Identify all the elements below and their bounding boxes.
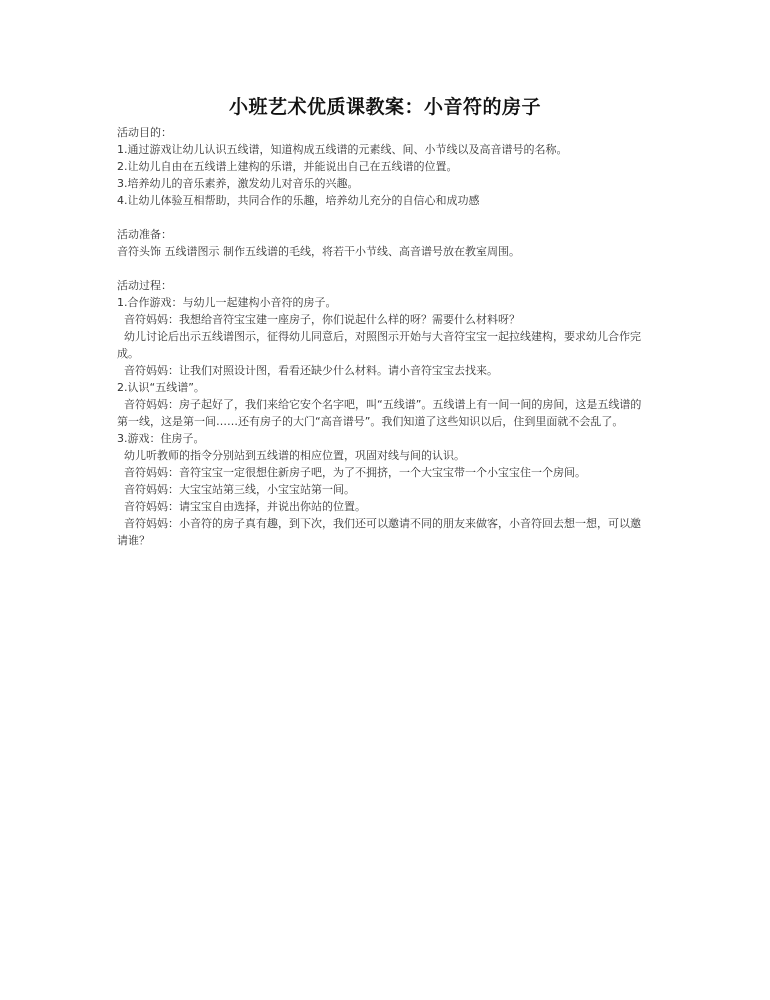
process-step-title: 3.游戏：住房子。 [117,432,205,445]
process-paragraph: 音符妈妈：房子起好了，我们来给它安个名字吧，叫“五线谱”。五线谱上有一间一间的房间，这是五线谱的第一线，这是第一间……还有房子的大门“高音谱号”。我们知道了这些知识以后，住到里面就不会乱了。 [117,398,642,428]
goal-item: 3.培养幼儿的音乐素养，激发幼儿对音乐的兴趣。 [117,177,359,190]
goal-item: 4.让幼儿体验互相帮助，共同合作的乐趣，培养幼儿充分的自信心和成功感 [117,194,480,207]
process-step-title: 2.认识“五线谱”。 [117,381,205,394]
process-paragraph: 幼儿听教师的指令分别站到五线谱的相应位置，巩固对线与间的认识。 [124,449,465,462]
preparation-text: 音符头饰 五线谱图示 制作五线谱的毛线，将若干小节线、高音谱号放在教室周围。 [117,245,520,258]
section-gap [117,209,647,226]
document-title: 小班艺术优质课教案：小音符的房子 [228,96,541,118]
process-heading: 活动过程： [117,279,172,292]
goal-item: 1.通过游戏让幼儿认识五线谱，知道构成五线谱的元素线、间、小节线以及高音谱号的名称。 [117,143,568,156]
goal-item: 2.让幼儿自由在五线谱上建构的乐谱，并能说出自己在五线谱的位置。 [117,160,458,173]
process-paragraph: 音符妈妈：小音符的房子真有趣，到下次，我们还可以邀请不同的朋友来做客，小音符回去想一想，可以邀请谁？ [117,517,641,547]
process-paragraph: 音符妈妈：请宝宝自由选择，并说出你站的位置。 [124,500,366,513]
process-paragraph: 音符妈妈：大宝宝站第三线，小宝宝站第一间。 [124,483,355,496]
document-body [117,124,647,549]
process-paragraph: 音符妈妈：让我们对照设计图，看看还缺少什么材料。请小音符宝宝去找来。 [124,364,498,377]
preparation-heading: 活动准备： [117,228,172,241]
goals-heading: 活动目的： [117,126,172,139]
process-paragraph: 音符妈妈：音符宝宝一定很想住新房子吧，为了不拥挤，一个大宝宝带一个小宝宝住一个房间。 [124,466,586,479]
process-paragraph: 幼儿讨论后出示五线谱图示，征得幼儿同意后，对照图示开始与大音符宝宝一起拉线建构，要求幼儿合作完成。 [117,330,641,360]
process-paragraph: 音符妈妈：我想给音符宝宝建一座房子，你们说起什么样的呀？需要什么材料呀？ [124,313,520,326]
section-gap [117,260,647,277]
process-step-title: 1.合作游戏：与幼儿一起建构小音符的房子。 [117,296,337,309]
